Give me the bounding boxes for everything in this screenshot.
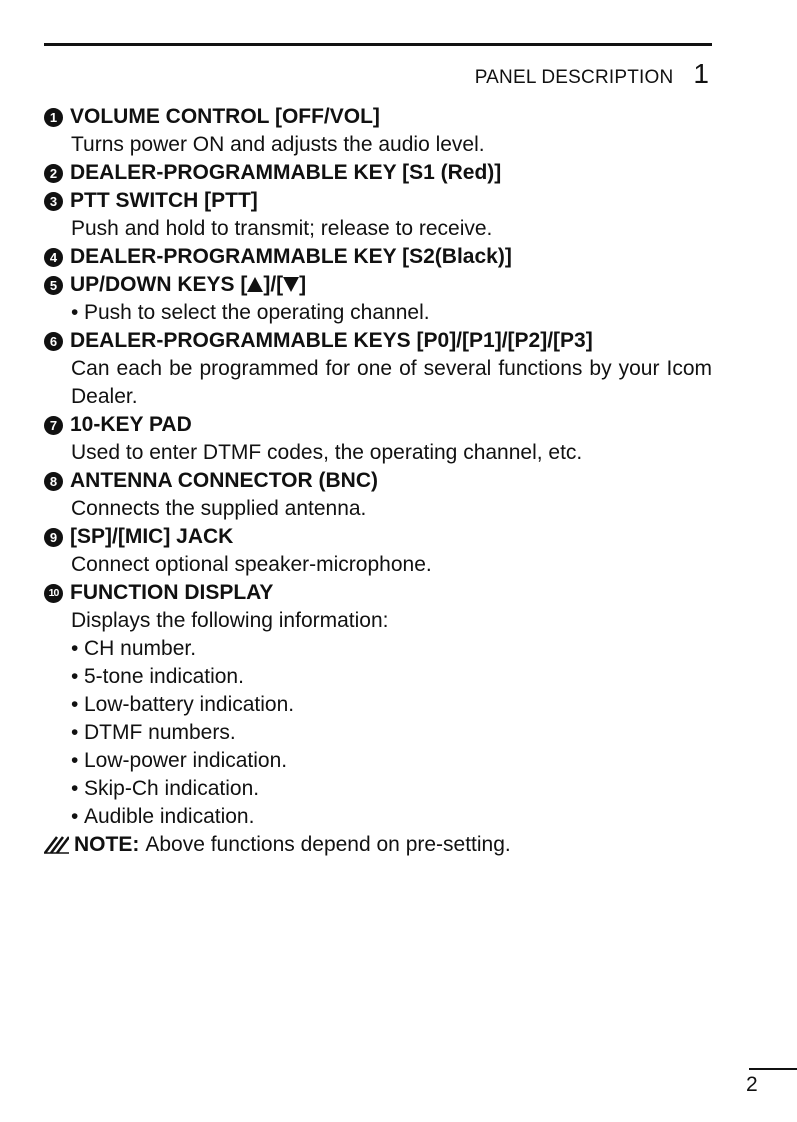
bullet-text: Low-power indication.: [84, 749, 288, 772]
panel-description-list: [44, 103, 712, 859]
item-description: Push and hold to transmit; release to receive.: [71, 217, 493, 240]
item-title: 10-KEY PAD: [70, 413, 192, 436]
bullet-item: [44, 747, 712, 775]
item-sp-mic-jack: [44, 523, 712, 579]
item-title: DEALER-PROGRAMMABLE KEY [S1 (Red)]: [70, 161, 502, 184]
item-volume-control: [44, 103, 712, 159]
note: [44, 831, 712, 859]
item-heading: [44, 579, 712, 607]
bullet-item: [44, 803, 712, 831]
bullet-dot-icon: •: [71, 637, 79, 660]
item-heading: [44, 271, 712, 299]
bullet-item: [44, 719, 712, 747]
item-heading: [44, 159, 712, 187]
item-description: Connect optional speaker-microphone.: [71, 553, 432, 576]
bullet-dot-icon: •: [71, 777, 79, 800]
page-number: 2: [746, 1073, 758, 1096]
item-title: PTT SWITCH [PTT]: [70, 189, 258, 212]
number-badge: 6: [44, 332, 63, 351]
bullet-item: [44, 299, 712, 327]
item-heading: [44, 411, 712, 439]
header-rule: [44, 43, 712, 46]
item-title: DEALER-PROGRAMMABLE KEY [S2(Black)]: [70, 245, 512, 268]
item-heading: [44, 467, 712, 495]
number-badge: 1: [44, 108, 63, 127]
bullet-dot-icon: •: [71, 301, 79, 324]
number-badge: 8: [44, 472, 63, 491]
number-badge: 5: [44, 276, 63, 295]
item-ptt-switch: [44, 187, 712, 243]
title-separator: ]/[: [263, 273, 284, 296]
title-suffix: ]: [299, 273, 307, 296]
bullet-dot-icon: •: [71, 693, 79, 716]
item-antenna-connector: [44, 467, 712, 523]
bullet-dot-icon: •: [71, 749, 79, 772]
item-description: Connects the supplied antenna.: [71, 497, 367, 520]
number-badge: 2: [44, 164, 63, 183]
number-badge: 10: [44, 584, 63, 603]
item-heading: [44, 523, 712, 551]
bullet-text: Audible indication.: [84, 805, 255, 828]
section-title: PANEL DESCRIPTION: [474, 67, 674, 88]
item-title: [SP]/[MIC] JACK: [70, 525, 234, 548]
down-triangle-icon: [283, 277, 299, 292]
item-dealer-keys-p: [44, 327, 712, 411]
bullet-text: Skip-Ch indication.: [84, 777, 260, 800]
bullet-text: DTMF numbers.: [84, 721, 236, 744]
note-text: Above functions depend on pre-setting.: [145, 833, 511, 856]
bullet-text: CH number.: [84, 637, 197, 660]
item-title: VOLUME CONTROL [OFF/VOL]: [70, 105, 380, 128]
note-label: NOTE:: [74, 833, 140, 856]
footer-rule: [749, 1068, 797, 1070]
item-function-display: [44, 579, 712, 831]
item-title: ANTENNA CONNECTOR (BNC): [70, 469, 378, 492]
item-heading: [44, 327, 712, 355]
number-badge: 4: [44, 248, 63, 267]
up-triangle-icon: [247, 277, 263, 292]
bullet-dot-icon: •: [71, 721, 79, 744]
chapter-number: 1: [693, 58, 709, 89]
item-description: Used to enter DTMF codes, the operating channel, etc.: [71, 441, 583, 464]
item-heading: [44, 187, 712, 215]
item-description: Can each be programmed for one of several functions by your Icom Dealer.: [71, 357, 712, 408]
item-heading: [44, 103, 712, 131]
bullet-item: [44, 775, 712, 803]
bullet-text: Low-battery indication.: [84, 693, 295, 716]
item-10-key-pad: [44, 411, 712, 467]
item-dealer-key-s1: [44, 159, 712, 187]
number-badge: 9: [44, 528, 63, 547]
item-title: [70, 271, 306, 299]
item-title: DEALER-PROGRAMMABLE KEYS [P0]/[P1]/[P2]/[P3]: [70, 329, 593, 352]
note-hatch-icon: [44, 836, 69, 854]
item-description: Displays the following information:: [71, 609, 389, 632]
bullet-text: Push to select the operating channel.: [84, 301, 430, 324]
bullet-item: [44, 691, 712, 719]
bullet-dot-icon: •: [71, 805, 79, 828]
number-badge: 3: [44, 192, 63, 211]
item-heading: [44, 243, 712, 271]
bullet-dot-icon: •: [71, 665, 79, 688]
bullet-item: [44, 663, 712, 691]
page-header: [475, 58, 709, 90]
bullet-text: 5-tone indication.: [84, 665, 244, 688]
item-title: FUNCTION DISPLAY: [70, 581, 274, 604]
item-dealer-key-s2: [44, 243, 712, 271]
title-prefix: UP/DOWN KEYS [: [70, 273, 248, 296]
item-up-down-keys: [44, 271, 712, 327]
item-description: Turns power ON and adjusts the audio level.: [71, 133, 485, 156]
bullet-item: [44, 635, 712, 663]
number-badge: 7: [44, 416, 63, 435]
